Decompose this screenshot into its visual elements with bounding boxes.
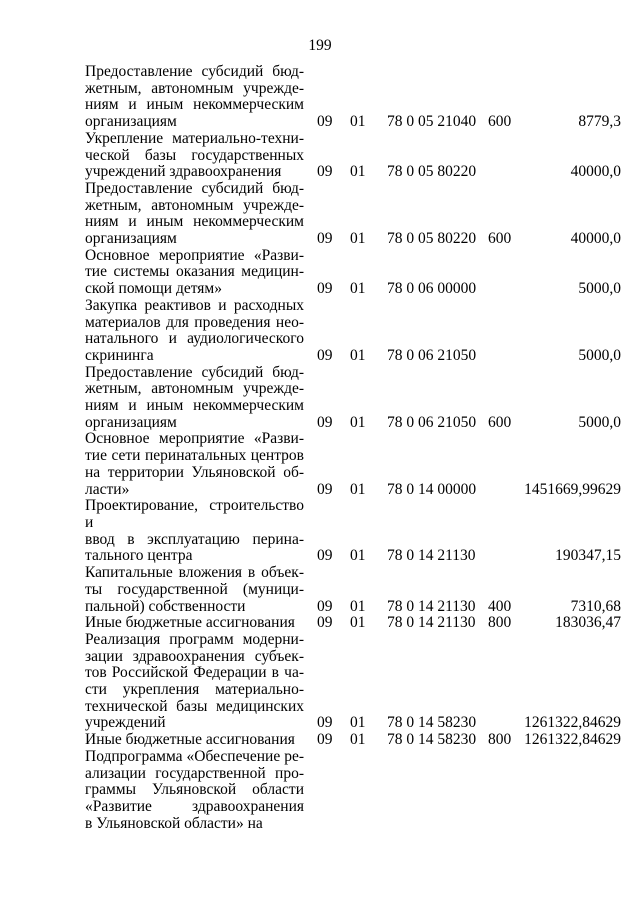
description-line: учреждений bbox=[85, 714, 166, 732]
description-line: Укрепление материально-техни- bbox=[85, 129, 304, 147]
table-row bbox=[85, 615, 625, 632]
description-line: ализации государственной про- bbox=[85, 764, 304, 782]
amount: 1451669,99629 bbox=[524, 480, 621, 498]
description-line: ской помощи детям» bbox=[85, 280, 222, 298]
row-description bbox=[85, 431, 304, 498]
table-row bbox=[85, 431, 625, 498]
expense-type-code: 800 bbox=[488, 731, 512, 749]
target-article-code: 78 0 14 21130 bbox=[387, 614, 476, 632]
target-article-code: 78 0 14 00000 bbox=[387, 480, 477, 498]
table-row bbox=[85, 64, 625, 131]
chapter-code: 09 bbox=[317, 230, 333, 248]
row-description bbox=[85, 131, 304, 181]
amount: 5000,0 bbox=[578, 346, 621, 364]
table-row bbox=[85, 365, 625, 432]
description-line: материалов для проведения нео- bbox=[85, 313, 304, 331]
chapter-code: 09 bbox=[317, 547, 333, 565]
table-row bbox=[85, 632, 625, 732]
description-line: тие системы оказания медицин- bbox=[85, 263, 304, 281]
chapter-code: 09 bbox=[317, 280, 333, 298]
amount: 40000,0 bbox=[570, 163, 621, 181]
row-description bbox=[85, 365, 304, 432]
chapter-code: 09 bbox=[317, 714, 333, 732]
target-article-code: 78 0 05 80220 bbox=[387, 230, 477, 248]
description-line: тального центра bbox=[85, 547, 193, 565]
subsection-code: 01 bbox=[350, 163, 366, 181]
subsection-code: 01 bbox=[350, 547, 366, 565]
target-article-code: 78 0 05 80220 bbox=[387, 163, 477, 181]
description-line: организациям bbox=[85, 413, 177, 431]
description-line: Закупка реактивов и расходных bbox=[85, 296, 304, 314]
target-article-code: 78 0 14 21130 bbox=[387, 597, 476, 615]
amount: 7310,68 bbox=[570, 597, 621, 615]
description-line: Реализация программ модерни- bbox=[85, 630, 304, 648]
target-article-code: 78 0 14 58230 bbox=[387, 731, 477, 749]
description-line: Капитальные вложения в объек- bbox=[85, 564, 304, 582]
row-description bbox=[85, 64, 304, 131]
description-line: Предоставление субсидий бюд- bbox=[85, 179, 304, 197]
table-row bbox=[85, 248, 625, 298]
description-line: ввод в эксплуатацию перина- bbox=[85, 530, 304, 548]
expense-type-code: 600 bbox=[488, 113, 512, 131]
subsection-code: 01 bbox=[350, 614, 366, 632]
description-line: Проектирование, строительство и bbox=[85, 497, 304, 531]
subsection-code: 01 bbox=[350, 280, 366, 298]
table-row bbox=[85, 565, 625, 615]
description-line: ласти» bbox=[85, 480, 130, 498]
description-line: зации здравоохранения субъек- bbox=[85, 647, 304, 665]
chapter-code: 09 bbox=[317, 480, 333, 498]
description-line: тов Российской Федерации в ча- bbox=[85, 664, 304, 682]
chapter-code: 09 bbox=[317, 413, 333, 431]
chapter-code: 09 bbox=[317, 163, 333, 181]
description-line: Основное мероприятие «Разви- bbox=[85, 430, 304, 448]
description-line: пальной) собственности bbox=[85, 597, 246, 615]
description-line: Предоставление субсидий бюд- bbox=[85, 63, 304, 80]
table-row bbox=[85, 298, 625, 365]
description-line: «Развитие здравоохранения bbox=[85, 797, 304, 815]
description-line: технической базы медицинских bbox=[85, 697, 304, 715]
expense-type-code: 600 bbox=[488, 413, 512, 431]
description-line: граммы Ульяновской области bbox=[85, 781, 304, 799]
subsection-code: 01 bbox=[350, 714, 366, 732]
description-line: ниям и иным некоммерческим bbox=[85, 213, 304, 231]
subsection-code: 01 bbox=[350, 113, 366, 131]
row-description bbox=[85, 732, 304, 749]
row-description bbox=[85, 498, 304, 565]
row-description bbox=[85, 248, 304, 298]
row-description bbox=[85, 749, 304, 833]
expense-type-code: 400 bbox=[488, 597, 512, 615]
description-line: скрининга bbox=[85, 346, 154, 364]
row-description bbox=[85, 632, 304, 732]
table-row bbox=[85, 732, 625, 749]
description-line: организациям bbox=[85, 113, 177, 131]
description-line: тие сети перинатальных центров bbox=[85, 447, 304, 465]
budget-table bbox=[85, 64, 625, 832]
row-description bbox=[85, 181, 304, 248]
description-line: Предоставление субсидий бюд- bbox=[85, 363, 304, 381]
amount: 190347,15 bbox=[555, 547, 621, 565]
description-line: ческой базы государственных bbox=[85, 146, 304, 164]
target-article-code: 78 0 06 00000 bbox=[387, 280, 477, 298]
description-line: жетным, автономным учрежде- bbox=[85, 79, 304, 97]
description-line: сти укрепления материально- bbox=[85, 681, 304, 699]
subsection-code: 01 bbox=[350, 413, 366, 431]
chapter-code: 09 bbox=[317, 614, 333, 632]
chapter-code: 09 bbox=[317, 597, 333, 615]
expense-type-code: 800 bbox=[488, 614, 512, 632]
chapter-code: 09 bbox=[317, 346, 333, 364]
description-line: жетным, автономным учрежде- bbox=[85, 196, 304, 214]
row-description bbox=[85, 615, 304, 632]
amount: 1261322,84629 bbox=[524, 731, 621, 749]
chapter-code: 09 bbox=[317, 731, 333, 749]
table-row bbox=[85, 749, 625, 833]
description-line: жетным, автономным учрежде- bbox=[85, 380, 304, 398]
table-row bbox=[85, 181, 625, 248]
description-line: Основное мероприятие «Разви- bbox=[85, 246, 304, 264]
amount: 1261322,84629 bbox=[524, 714, 621, 732]
chapter-code: 09 bbox=[317, 113, 333, 131]
description-line: ты государственной (муници- bbox=[85, 580, 304, 598]
amount: 8779,3 bbox=[578, 113, 621, 131]
description-line: ниям и иным некоммерческим bbox=[85, 96, 304, 114]
subsection-code: 01 bbox=[350, 597, 366, 615]
subsection-code: 01 bbox=[350, 731, 366, 749]
row-description bbox=[85, 298, 304, 365]
table-row bbox=[85, 498, 625, 565]
description-line: учреждений здравоохранения bbox=[85, 163, 282, 181]
description-line: на территории Ульяновской об- bbox=[85, 463, 304, 481]
page-number: 199 bbox=[308, 37, 332, 54]
amount: 5000,0 bbox=[578, 280, 621, 298]
row-description bbox=[85, 565, 304, 615]
target-article-code: 78 0 05 21040 bbox=[387, 113, 477, 131]
description-line: Иные бюджетные ассигнования bbox=[85, 731, 295, 749]
target-article-code: 78 0 14 58230 bbox=[387, 714, 477, 732]
expense-type-code: 600 bbox=[488, 230, 512, 248]
subsection-code: 01 bbox=[350, 230, 366, 248]
subsection-code: 01 bbox=[350, 346, 366, 364]
description-line: Подпрограмма «Обеспечение ре- bbox=[85, 747, 304, 765]
amount: 40000,0 bbox=[570, 230, 621, 248]
target-article-code: 78 0 06 21050 bbox=[387, 413, 477, 431]
description-line: ниям и иным некоммерческим bbox=[85, 397, 304, 415]
subsection-code: 01 bbox=[350, 480, 366, 498]
amount: 5000,0 bbox=[578, 413, 621, 431]
amount: 183036,47 bbox=[555, 614, 621, 632]
table-row bbox=[85, 131, 625, 181]
description-line: Иные бюджетные ассигнования bbox=[85, 614, 295, 632]
description-line: организациям bbox=[85, 230, 177, 248]
target-article-code: 78 0 06 21050 bbox=[387, 346, 477, 364]
target-article-code: 78 0 14 21130 bbox=[387, 547, 476, 565]
description-line: в Ульяновской области» на bbox=[85, 814, 263, 832]
description-line: натального и аудиологического bbox=[85, 330, 304, 348]
